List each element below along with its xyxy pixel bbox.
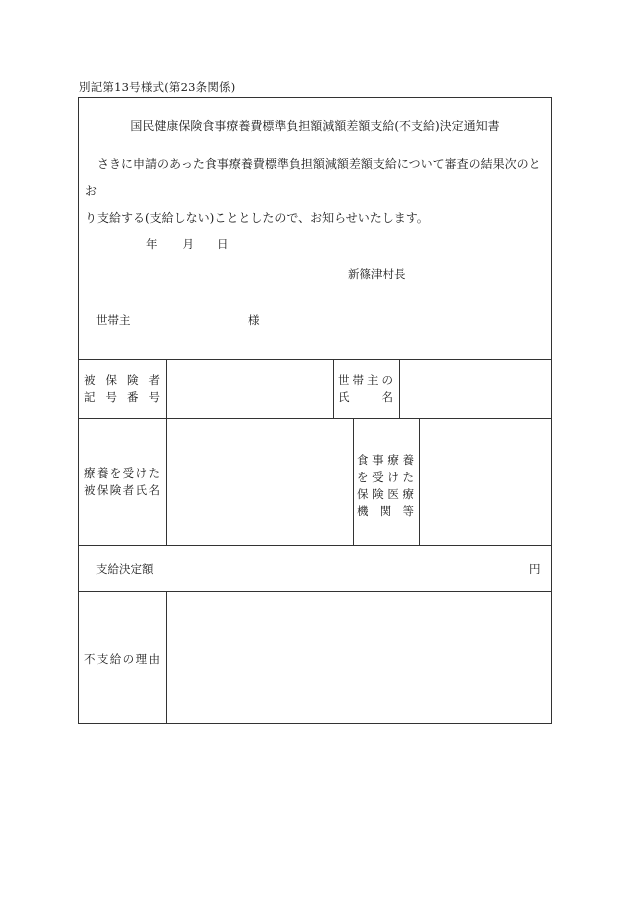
facility-label-line-4: 機 関 等 [357, 504, 414, 518]
patient-name-label-line-2: 被 保 険 者 氏 名 [84, 483, 160, 497]
facility-label [357, 452, 414, 520]
patient-name-label [84, 465, 160, 499]
table-col-divider-2 [333, 359, 334, 418]
insured-number-label-line-2: 記 号 番 号 [84, 390, 160, 404]
facility-label-line-3: 保 険 医 療 [357, 487, 414, 501]
householder-name-label [338, 372, 393, 406]
table-rule-row4 [79, 591, 551, 592]
facility-label-line-1: 食 事 療 養 [357, 453, 414, 467]
addressee-honorific: 様 [248, 313, 260, 327]
date-year: 年 [146, 237, 158, 251]
amount-unit: 円 [529, 562, 541, 576]
table-rule-row3 [79, 545, 551, 546]
table-col-divider-6 [419, 418, 420, 545]
nonpayment-reason-label [84, 651, 160, 668]
table-rule-row2 [79, 418, 551, 419]
payment-amount-label: 支給決定額 [96, 562, 154, 576]
date-month: 月 [182, 237, 194, 251]
table-col-divider-4 [166, 418, 167, 545]
householder-name-label-line-2: 氏 名 [338, 390, 393, 404]
insured-number-label-line-1: 被 保 険 者 [84, 373, 160, 387]
date-day: 日 [217, 237, 229, 251]
table-rule-top [79, 359, 551, 360]
issuer-name: 新篠津村長 [348, 267, 406, 281]
form-number-header: 別記第13号様式(第23条関係) [79, 80, 236, 94]
table-col-divider-1 [166, 359, 167, 418]
notice-body-line-2: り支給する(支給しない)こととしたので、お知らせいたします。 [85, 211, 429, 225]
addressee-label: 世帯主 [96, 313, 131, 327]
issue-date [146, 236, 229, 252]
table-col-divider-3 [399, 359, 400, 418]
notice-body-line-1: さきに申請のあった食事療養費標準負担額減額差額支給について審査の結果次のとお [85, 157, 541, 198]
insured-number-label [84, 372, 160, 406]
householder-name-label-line-1: 世 帯 主 の [338, 373, 393, 387]
nonpayment-reason-label-line: 不 支 給 の 理 由 [84, 652, 160, 666]
notice-body [85, 151, 547, 232]
patient-name-label-line-1: 療 養 を 受 け た [84, 466, 160, 480]
table-col-divider-7 [166, 591, 167, 723]
document-title: 国民健康保険食事療養費標準負担額減額差額支給(不支給)決定通知書 [130, 119, 500, 133]
facility-label-line-2: を 受 け た [357, 470, 414, 484]
table-col-divider-5 [353, 418, 354, 545]
